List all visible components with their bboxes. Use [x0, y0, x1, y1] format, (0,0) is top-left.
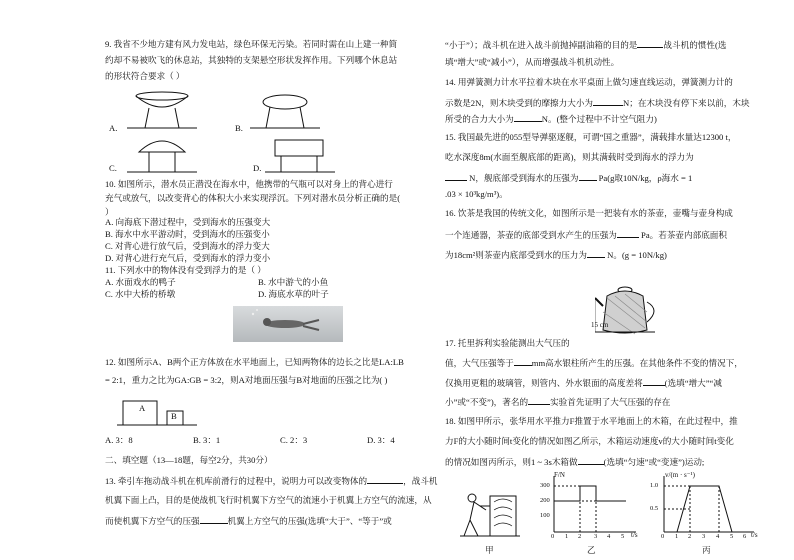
chart-bing-xtick-5: 5	[730, 533, 734, 540]
q9-figure-d	[265, 134, 335, 176]
chart-bing-xtick-2: 2	[688, 533, 692, 540]
q12-option-b[interactable]: B. 3：1	[193, 435, 221, 445]
q18-line-3	[445, 455, 704, 469]
q12-option-a[interactable]: A. 3：8	[105, 435, 133, 445]
q9-line-2: 约却不易被吹飞的休息站，其独特的支架悬空形状发挥作用。下列哪个休息站	[105, 55, 398, 65]
q13-cont-text-1: “小于”）；战斗机在进入战斗前抛掉副油箱的目的是	[445, 40, 638, 50]
q16-text-1: 一个连通器，茶壶的底部受到水产生的压强为	[445, 230, 617, 240]
chart-bing-ytick-05: 0.5	[650, 505, 659, 512]
q9-option-d[interactable]: D.	[253, 163, 262, 173]
q17-text-5: 小”或“不变”)，著名的	[445, 397, 529, 407]
figure-caption-jia: 甲	[485, 545, 494, 555]
chart-yi-ylabel: F/N	[554, 471, 565, 479]
q18-line-1: 18. 如图甲所示，张华用水平推力F推置于水平地面上的木箱，在此过程中，推	[445, 416, 738, 426]
q9-option-b[interactable]: B.	[235, 123, 243, 133]
q17-text-1: 值，大气压强等于	[445, 358, 514, 368]
q9-option-a[interactable]: A.	[109, 123, 118, 133]
q17-line-3	[445, 376, 722, 390]
chart-bing-xtick-6: 6	[743, 533, 747, 540]
section-2-title: 二、填空题（13—18题，每空2分，共30分）	[105, 455, 273, 465]
q14-text-4: N。(整个过程中不计空气阻力)	[541, 114, 657, 124]
q11-option-a[interactable]: A. 水面戏水的鸭子	[105, 277, 176, 287]
q10-option-d[interactable]: D. 对背心进行充气后，受到海水的浮力变小	[105, 253, 271, 263]
q14-text-3: 所受的合力大小为	[445, 114, 514, 124]
q13-blank-3[interactable]	[637, 38, 663, 48]
q13-line-1	[105, 474, 438, 488]
chart-bing-xlabel: t/s	[751, 531, 758, 539]
q16-line-3	[445, 248, 667, 262]
chart-bing-ylabel: v/(m · s⁻¹)	[665, 471, 695, 479]
q12-block-a-label: A	[139, 403, 146, 413]
q18-line-2: 力F的大小随时间t变化的情况如图乙所示，木箱运动速度v的大小随时间t变化	[445, 436, 734, 446]
chart-bing-xtick-4: 4	[716, 533, 720, 540]
chart-yi-xtick-2: 2	[578, 533, 582, 540]
q16-text-3: 为18cm²则茶壶内底部受到水的压力为	[445, 250, 587, 260]
q12-line-2: = 2:1，重力之比为GA:GB = 3:2，则A对地面压强与B对地面的压强之比为( )	[105, 375, 388, 385]
q14-line-2	[445, 96, 750, 110]
q10-option-c[interactable]: C. 对背心进行放气后，受到海水的浮力变大	[105, 241, 270, 251]
q14-blank-2[interactable]	[514, 112, 542, 122]
chart-yi-xtick-0: 0	[551, 533, 555, 540]
q18-blank-1[interactable]	[578, 455, 604, 465]
q9-figure-a	[127, 88, 197, 132]
q17-blank-3[interactable]	[528, 395, 550, 405]
q13-text-3: 而使机翼下方空气的压强	[105, 516, 200, 526]
q14-text-2: N；在木块没有停下来以前，木块	[623, 98, 750, 108]
q10-line-2: 充气或放气，以改变背心的体积大小来实现浮沉。下列对潜水员分析正确的是(	[105, 193, 401, 203]
q16-blank-1[interactable]	[617, 228, 639, 238]
q13-line-2: 机翼下面上凸，目的是使战机飞行时机翼下方空气的流速小于机翼上方空气的流速，从	[105, 495, 432, 505]
chart-yi-xtick-5: 5	[621, 533, 625, 540]
q9-figure-c	[127, 132, 197, 176]
q17-text-2: mm高水银柱所产生的压强。在其他条件不变的情况下，	[531, 358, 743, 368]
q15-text-1: N，舰底部受到海水的压强为	[469, 173, 579, 183]
q15-line-4: .03 × 10³kg/m³)。	[445, 189, 508, 199]
chart-bing-xtick-0: 0	[661, 533, 665, 540]
q10-option-a[interactable]: A. 向海底下潜过程中，受到海水的压强变大	[105, 217, 271, 227]
q15-line-2: 吃水深度8m(水面至舰底部的距离)，则其满载时受到海水的浮力为	[445, 152, 694, 162]
q13-text-4: 机翼上方空气的压强(选填“大于”、“等于”或	[227, 516, 392, 526]
teapot-height-label: 15 cm	[591, 321, 609, 329]
chart-yi-xtick-1: 1	[565, 533, 569, 540]
q17-blank-2[interactable]	[643, 376, 665, 386]
q14-line-3	[445, 112, 657, 126]
q18-text-1: 的情况如图丙所示，则1 ~ 3s木箱做	[445, 457, 578, 467]
q14-blank-1[interactable]	[593, 96, 623, 106]
q13-blank-1[interactable]	[367, 474, 403, 484]
q12-figure	[117, 395, 207, 429]
q17-blank-1[interactable]	[514, 356, 532, 366]
q15-blank-1[interactable]	[445, 171, 467, 181]
q9-line-3: 的形状符合要求（ ）	[105, 71, 185, 81]
chart-bing-ytick-1: 1.0	[650, 482, 659, 489]
q10-line-3: ）	[105, 207, 114, 217]
q15-line-1: 15. 我国最先进的055型导弹驱逐舰，可谓“国之重器”，满载排水量达12300 t，	[445, 132, 737, 142]
chart-bing-xtick-3: 3	[702, 533, 706, 540]
diver-photo	[233, 306, 343, 342]
q17-line-4	[445, 395, 670, 409]
chart-yi-ytick-100: 100	[540, 512, 550, 519]
figure-caption-bing: 丙	[702, 545, 711, 555]
q17-text-3: 仅换用更粗的玻璃管，则管内、外水银面的高度差将	[445, 378, 643, 388]
q11-option-c[interactable]: C. 水中大桥的桥墩	[105, 289, 176, 299]
q11-stem: 11. 下列水中的物体没有受到浮力的是（ ）	[105, 265, 266, 275]
q11-option-b[interactable]: B. 水中游弋的小鱼	[258, 277, 329, 287]
force-time-chart	[540, 472, 640, 544]
q16-text-4: N。(g = 10N/kg)	[607, 250, 667, 260]
push-box-figure	[460, 482, 520, 540]
q17-line-2	[445, 356, 743, 370]
q15-blank-2[interactable]	[579, 171, 597, 181]
q9-line-1: 9. 我省不少地方建有风力发电站，绿色环保无污染。若同时需在山上建一种简	[105, 39, 398, 49]
q17-text-4: (选填“增大”“减	[664, 378, 722, 388]
chart-yi-xtick-3: 3	[594, 533, 598, 540]
figure-caption-yi: 乙	[587, 545, 596, 555]
q10-line-1: 10. 如图所示，潜水员正潜没在海水中，他携带的气瓶可以对身上的背心进行	[105, 179, 393, 189]
q16-blank-2[interactable]	[587, 248, 605, 258]
chart-yi-xlabel: t/s	[631, 531, 638, 539]
q14-line-1: 14. 用弹簧测力计水平拉着木块在水平桌面上做匀速直线运动，弹簧测力计的	[445, 77, 733, 87]
q10-option-b[interactable]: B. 海水中水平游动时，受到海水的压强变小	[105, 229, 270, 239]
chart-bing-xtick-1: 1	[675, 533, 679, 540]
q13-text-1: 13. 牵引车拖动战斗机在机库前滑行的过程中，说明力可以改变物体的	[105, 476, 368, 486]
q12-block-b-label: B	[171, 411, 177, 421]
q15-text-2: Pa(g取10N/kg，ρ海水 = 1	[598, 173, 693, 183]
q16-line-1: 16. 饮茶是我国的传统文化，如图所示是一把装有水的茶壶，壶嘴与壶身构成	[445, 208, 733, 218]
q12-line-1: 12. 如图所示A、B两个正方体放在水平地面上，已知两物体的边长之比是LA:LB	[105, 357, 404, 367]
q12-option-c[interactable]: C. 2：3	[280, 435, 308, 445]
q16-text-2: Pa。若茶壶内部底面积	[641, 230, 727, 240]
chart-yi-ytick-200: 200	[540, 497, 550, 504]
q13-line-3	[105, 514, 392, 528]
q17-text-6: 实验首先证明了大气压强的存在	[550, 397, 671, 407]
q14-text-1: 示数是2N，则木块受到的摩擦力大小为	[445, 98, 594, 108]
q18-text-2: (选填“匀速”或“变速”)运动;	[603, 457, 705, 467]
q13-cont-text-2: 战斗机的惯性(选	[663, 40, 727, 50]
q15-line-3	[445, 171, 692, 185]
q11-option-d[interactable]: D. 海底水草的叶子	[258, 289, 329, 299]
q12-option-d[interactable]: D. 3：4	[367, 435, 395, 445]
q13-cont-line-2: 填“增大”或“减小”），从而增强战斗机机动性。	[445, 57, 620, 67]
chart-yi-ytick-300: 300	[540, 482, 550, 489]
q13-text-2: ，战斗机	[403, 476, 438, 486]
q13-cont-line-1	[445, 38, 726, 52]
q16-line-2	[445, 228, 727, 242]
q9-figure-b	[250, 90, 320, 132]
q17-line-1: 17. 托里拆利实验能测出大气压的	[445, 338, 570, 348]
q9-option-c[interactable]: C.	[109, 163, 117, 173]
q13-blank-2[interactable]	[200, 514, 228, 524]
chart-yi-xtick-4: 4	[607, 533, 611, 540]
